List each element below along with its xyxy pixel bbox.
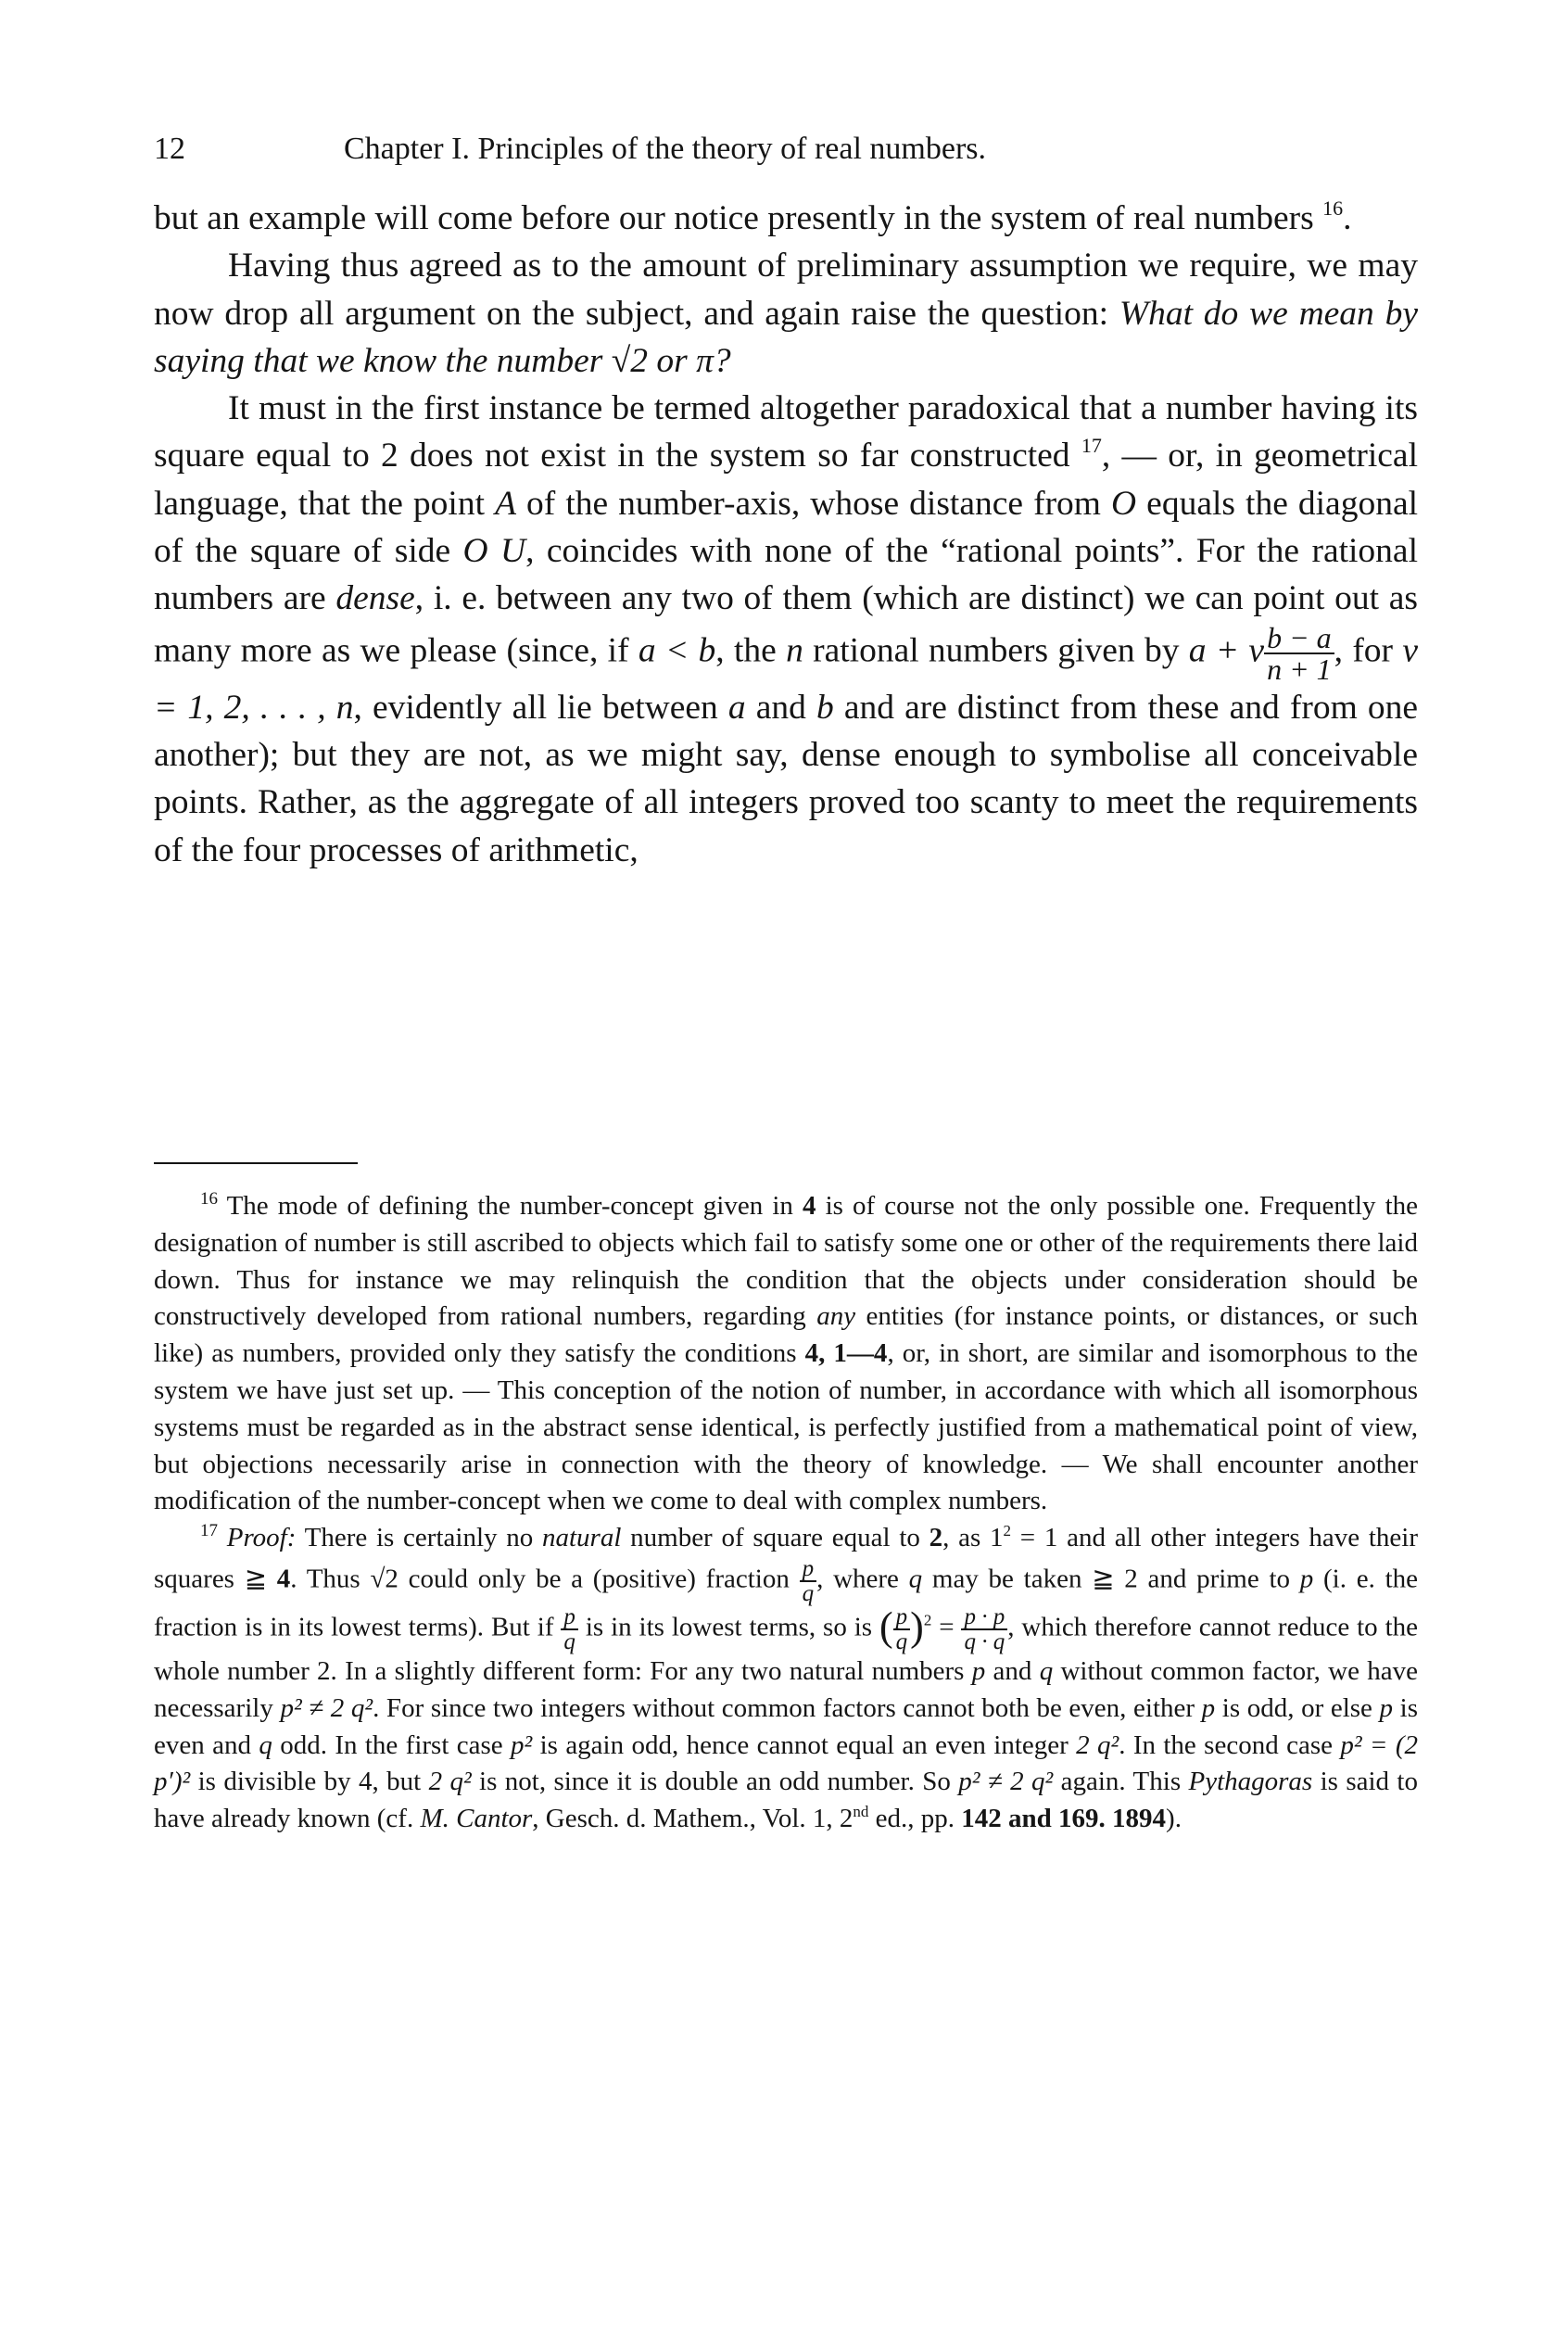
- close-paren: ): [910, 1603, 924, 1650]
- fn17-text-24: ed., pp.: [868, 1804, 962, 1834]
- fn17-fraction-pq-2: [561, 1605, 578, 1653]
- p3-text-10: , evidently all lie between: [353, 688, 728, 727]
- fn17-text-22: is said to have already known (cf.: [154, 1767, 1418, 1834]
- paragraph-1-end: .: [1343, 199, 1352, 237]
- fn17-text-23: , Gesch. d. Mathem., Vol. 1, 2: [532, 1804, 854, 1834]
- fn16-text-1: The mode of defining the number-concept given in: [226, 1191, 803, 1221]
- fn16-conditions: 4, 1—4: [804, 1338, 888, 1369]
- footnote-16-mark: 16: [200, 1189, 218, 1209]
- fn17-text-7: may be taken ≧ 2 and prime to: [922, 1564, 1300, 1594]
- two-q-squared: 2 q²: [428, 1767, 472, 1797]
- p3-text-7: , the: [715, 631, 787, 670]
- p2-neq-2q2: p² ≠ 2 q²: [280, 1692, 373, 1723]
- two-q-squared: 2 q²: [1076, 1729, 1119, 1760]
- footnote-17-mark: 17: [200, 1521, 218, 1541]
- fn17-text-13: . For since two integers without common factors cannot both be even, either: [373, 1692, 1202, 1723]
- p2-neq-2q2-again: p² ≠ 2 q²: [958, 1767, 1054, 1797]
- fn17-text-10: , which therefore cannot reduce to the whole number 2. In a slightly different form: For any two natural numbers: [154, 1612, 1419, 1686]
- fraction-denominator: n + 1: [1264, 653, 1334, 684]
- fn17-text-17: is again odd, hence cannot equal an even integer: [532, 1729, 1077, 1760]
- frac-qq: q · q: [961, 1628, 1007, 1653]
- edition-sup: nd: [853, 1803, 869, 1821]
- open-paren: (: [879, 1603, 893, 1650]
- fn17-fraction-pp-qq: [961, 1605, 1007, 1653]
- fn17-text-6: , where: [816, 1564, 909, 1594]
- fn17-text-4: = 1 and all other integers have their squares ≧: [154, 1523, 1418, 1594]
- p3-text-9: , for: [1334, 631, 1403, 670]
- paren-square: 2: [923, 1611, 932, 1629]
- fn17-text-2: number of square equal to: [621, 1523, 929, 1553]
- q-italic: q: [259, 1729, 272, 1760]
- footnote-17: $^{17}$ Proof: There is certainly no natural number of square equal to 2, as $1^2 = 1$ and all other integers have their squares ≧ 4. Thus √2 could only be a (positive) fraction $\frac{p}{q}$ , where q may be taken ≧ 2 and prime to p (i. e. the fraction is in its lowest terms). But if $\frac{p}{q}$ is in its lowest terms, so is ( $\frac{p}{q}$ )$^2$ = $\frac{p \cdot p}{q \cdot q}$ , which therefore cannot reduce to the whole number 2. In a slightly different form: For any two natural numbers p and q without common factor, we have necessarily p² ≠ 2 q². For since two integers without common factors cannot both be even, either p is odd, or else p is even and q odd. In the first case p² is again odd, hence cannot equal an even integer 2 q². In the second case p² = (2 p′)² is divisible by 4, but 2 q² is not, since it is double an odd number. So p² ≠ 2 q² again. This Pythagoras is said to have already known (cf. M. Cantor, Gesch. d. Mathem., Vol. 1, 2nd ed., pp. 142 and 169. 1894).: [154, 1521, 1419, 1834]
- q-italic: q: [1039, 1655, 1054, 1686]
- fn17-text-9: is in its lowest terms, so is: [577, 1612, 879, 1642]
- and-word: and: [745, 688, 816, 727]
- fn16-any-italic: any: [816, 1301, 856, 1332]
- fn17-fraction-pq-3: [893, 1605, 911, 1653]
- side-ou: O U: [462, 532, 526, 571]
- fn17-text-11: and: [985, 1655, 1040, 1686]
- n-italic: n: [786, 631, 803, 670]
- fn17-text-1: There is certainly no: [296, 1523, 542, 1553]
- frac-pp: p · p: [964, 1603, 1005, 1629]
- page-number: 12: [154, 132, 185, 166]
- frac-p: p: [563, 1603, 575, 1629]
- p3-text-4: equals the diagonal of the square of side: [154, 484, 1419, 571]
- paragraph-3: [154, 385, 1418, 874]
- fn17-text-14: is odd, or else: [1215, 1692, 1380, 1723]
- fn17-text-8: (i. e. the fraction is in its lowest terms). But if: [154, 1564, 1418, 1642]
- fn17-text-5: . Thus √2 could only be a (positive) fraction: [290, 1564, 800, 1594]
- frac-p: p: [802, 1555, 815, 1581]
- fn16-text-4: , or, in short, are similar and isomorphous to the system we have just set up. — This conception of the notion of number, in accordance with which all isomorphous systems must be regarded as in the abstract sense identical, is perfectly justified from a mathematical point of view, but objections necessarily arise in connection with the theory of knowledge. — We shall encounter another modification of the number-concept when we come to deal with complex numbers.: [154, 1338, 1419, 1516]
- p3-text-1: It must in the first instance be termed altogether paradoxical that a number having its square equal to 2 does not exist in the system so far constructed: [154, 389, 1418, 475]
- p-squared: p²: [511, 1729, 533, 1760]
- footnote-ref-16: 16: [1322, 196, 1344, 220]
- footnotes: [154, 1188, 1418, 1838]
- pythagoras-italic: Pythagoras: [1188, 1767, 1313, 1797]
- fn17-square: 2: [1003, 1522, 1012, 1540]
- main-text: [154, 195, 1418, 874]
- b-italic: b: [816, 688, 834, 727]
- p3-text-6: , i. e. between any two of them (which are distinct) we can point out as many more as we please (since, if: [154, 579, 1418, 670]
- p3-text-8: rational numbers given by: [803, 631, 1189, 670]
- footnote-ref-17: 17: [1081, 434, 1102, 458]
- frac-q: q: [561, 1628, 578, 1653]
- dense-italic: dense: [335, 579, 415, 618]
- origin-o: O: [1111, 484, 1137, 523]
- p-italic: p: [1299, 1564, 1314, 1594]
- fn17-text-25: ).: [1166, 1804, 1182, 1834]
- nu-range: ν = 1, 2, . . . , n: [154, 631, 1418, 727]
- frac-q: q: [893, 1628, 911, 1653]
- fn17-fraction-pq-1: [800, 1557, 817, 1605]
- p3-text-2: , — or, in geometrical language, that the point: [154, 437, 1418, 523]
- fn17-four: 4: [276, 1564, 291, 1594]
- footnote-16: [154, 1188, 1418, 1520]
- frac-p: p: [895, 1603, 908, 1629]
- p2-equals-2p-prime: p² = (2 p′)²: [154, 1729, 1419, 1797]
- fn17-text-12: without common factor, we have necessarily: [154, 1655, 1418, 1723]
- fn17-proof: Proof:: [226, 1523, 297, 1553]
- cantor-italic: M. Cantor: [420, 1804, 533, 1834]
- running-title: Chapter I. Principles of the theory of real numbers.: [344, 132, 987, 166]
- fn17-text-3: , as 1: [942, 1523, 1004, 1553]
- paragraph-1: [154, 195, 1418, 242]
- formula-lead: a + ν: [1188, 631, 1265, 670]
- fn17-two: 2: [929, 1523, 943, 1553]
- fn17-text-15: is even and: [154, 1692, 1418, 1760]
- fn16-text-3: entities (for instance points, or distances, or such like) as numbers, provided only they satisfy the conditions: [154, 1301, 1419, 1369]
- paragraph-2-text: Having thus agreed as to the amount of preliminary assumption we require, we may now drop all argument on the subject, and again raise the question:: [154, 247, 1418, 333]
- fn17-text-18: . In the second case: [1119, 1729, 1341, 1760]
- fn17-natural: natural: [541, 1523, 622, 1553]
- formula-fraction: [1264, 620, 1334, 686]
- frac-q: q: [800, 1580, 817, 1605]
- footnote-rule: [154, 1162, 358, 1164]
- fn17-text-16: odd. In the first case: [272, 1729, 512, 1760]
- fn17-text-21: again. This: [1053, 1767, 1189, 1797]
- p-italic: p: [1201, 1692, 1216, 1723]
- paragraph-1-text: but an example will come before our notice presently in the system of real numbers: [154, 199, 1314, 237]
- page-refs: 142 and 169. 1894: [961, 1804, 1167, 1834]
- p3-text-11: and are distinct from these and from one another); but they are not, as we might say, dense enough to symbolise all conceivable points. Rather, as the aggregate of all integers proved too scanty to meet the requirements of the four processes of arithmetic,: [154, 688, 1418, 869]
- a-less-than-b: a < b: [638, 631, 716, 670]
- fn16-bold-4: 4: [802, 1191, 816, 1221]
- p-italic: p: [971, 1655, 986, 1686]
- fraction-numerator: b − a: [1267, 620, 1332, 654]
- paragraph-2: [154, 242, 1418, 385]
- p-italic: p: [1379, 1692, 1394, 1723]
- a-italic: a: [727, 688, 746, 727]
- question-italic: What do we mean by saying that we know the number √2 or π?: [154, 294, 1419, 380]
- point-a: A: [495, 484, 516, 523]
- fn17-text-20: is not, since it is double an odd number. So: [471, 1767, 959, 1797]
- p3-text-5: , coincides with none of the “rational points”. For the rational numbers are: [154, 532, 1418, 618]
- running-header: [154, 128, 1414, 171]
- q-italic: q: [908, 1564, 923, 1594]
- fn16-text-2: is of course not the only possible one. Frequently the designation of number is still ascribed to objects which fail to satisfy some one or other of the requirements there laid down. Thus for instance we may relinquish the condition that the objects under consideration should be constructively developed from rational numbers, regarding: [154, 1191, 1418, 1332]
- p3-text-3: of the number-axis, whose distance from: [515, 484, 1112, 523]
- fn17-text-19: is divisible by 4, but: [190, 1767, 429, 1797]
